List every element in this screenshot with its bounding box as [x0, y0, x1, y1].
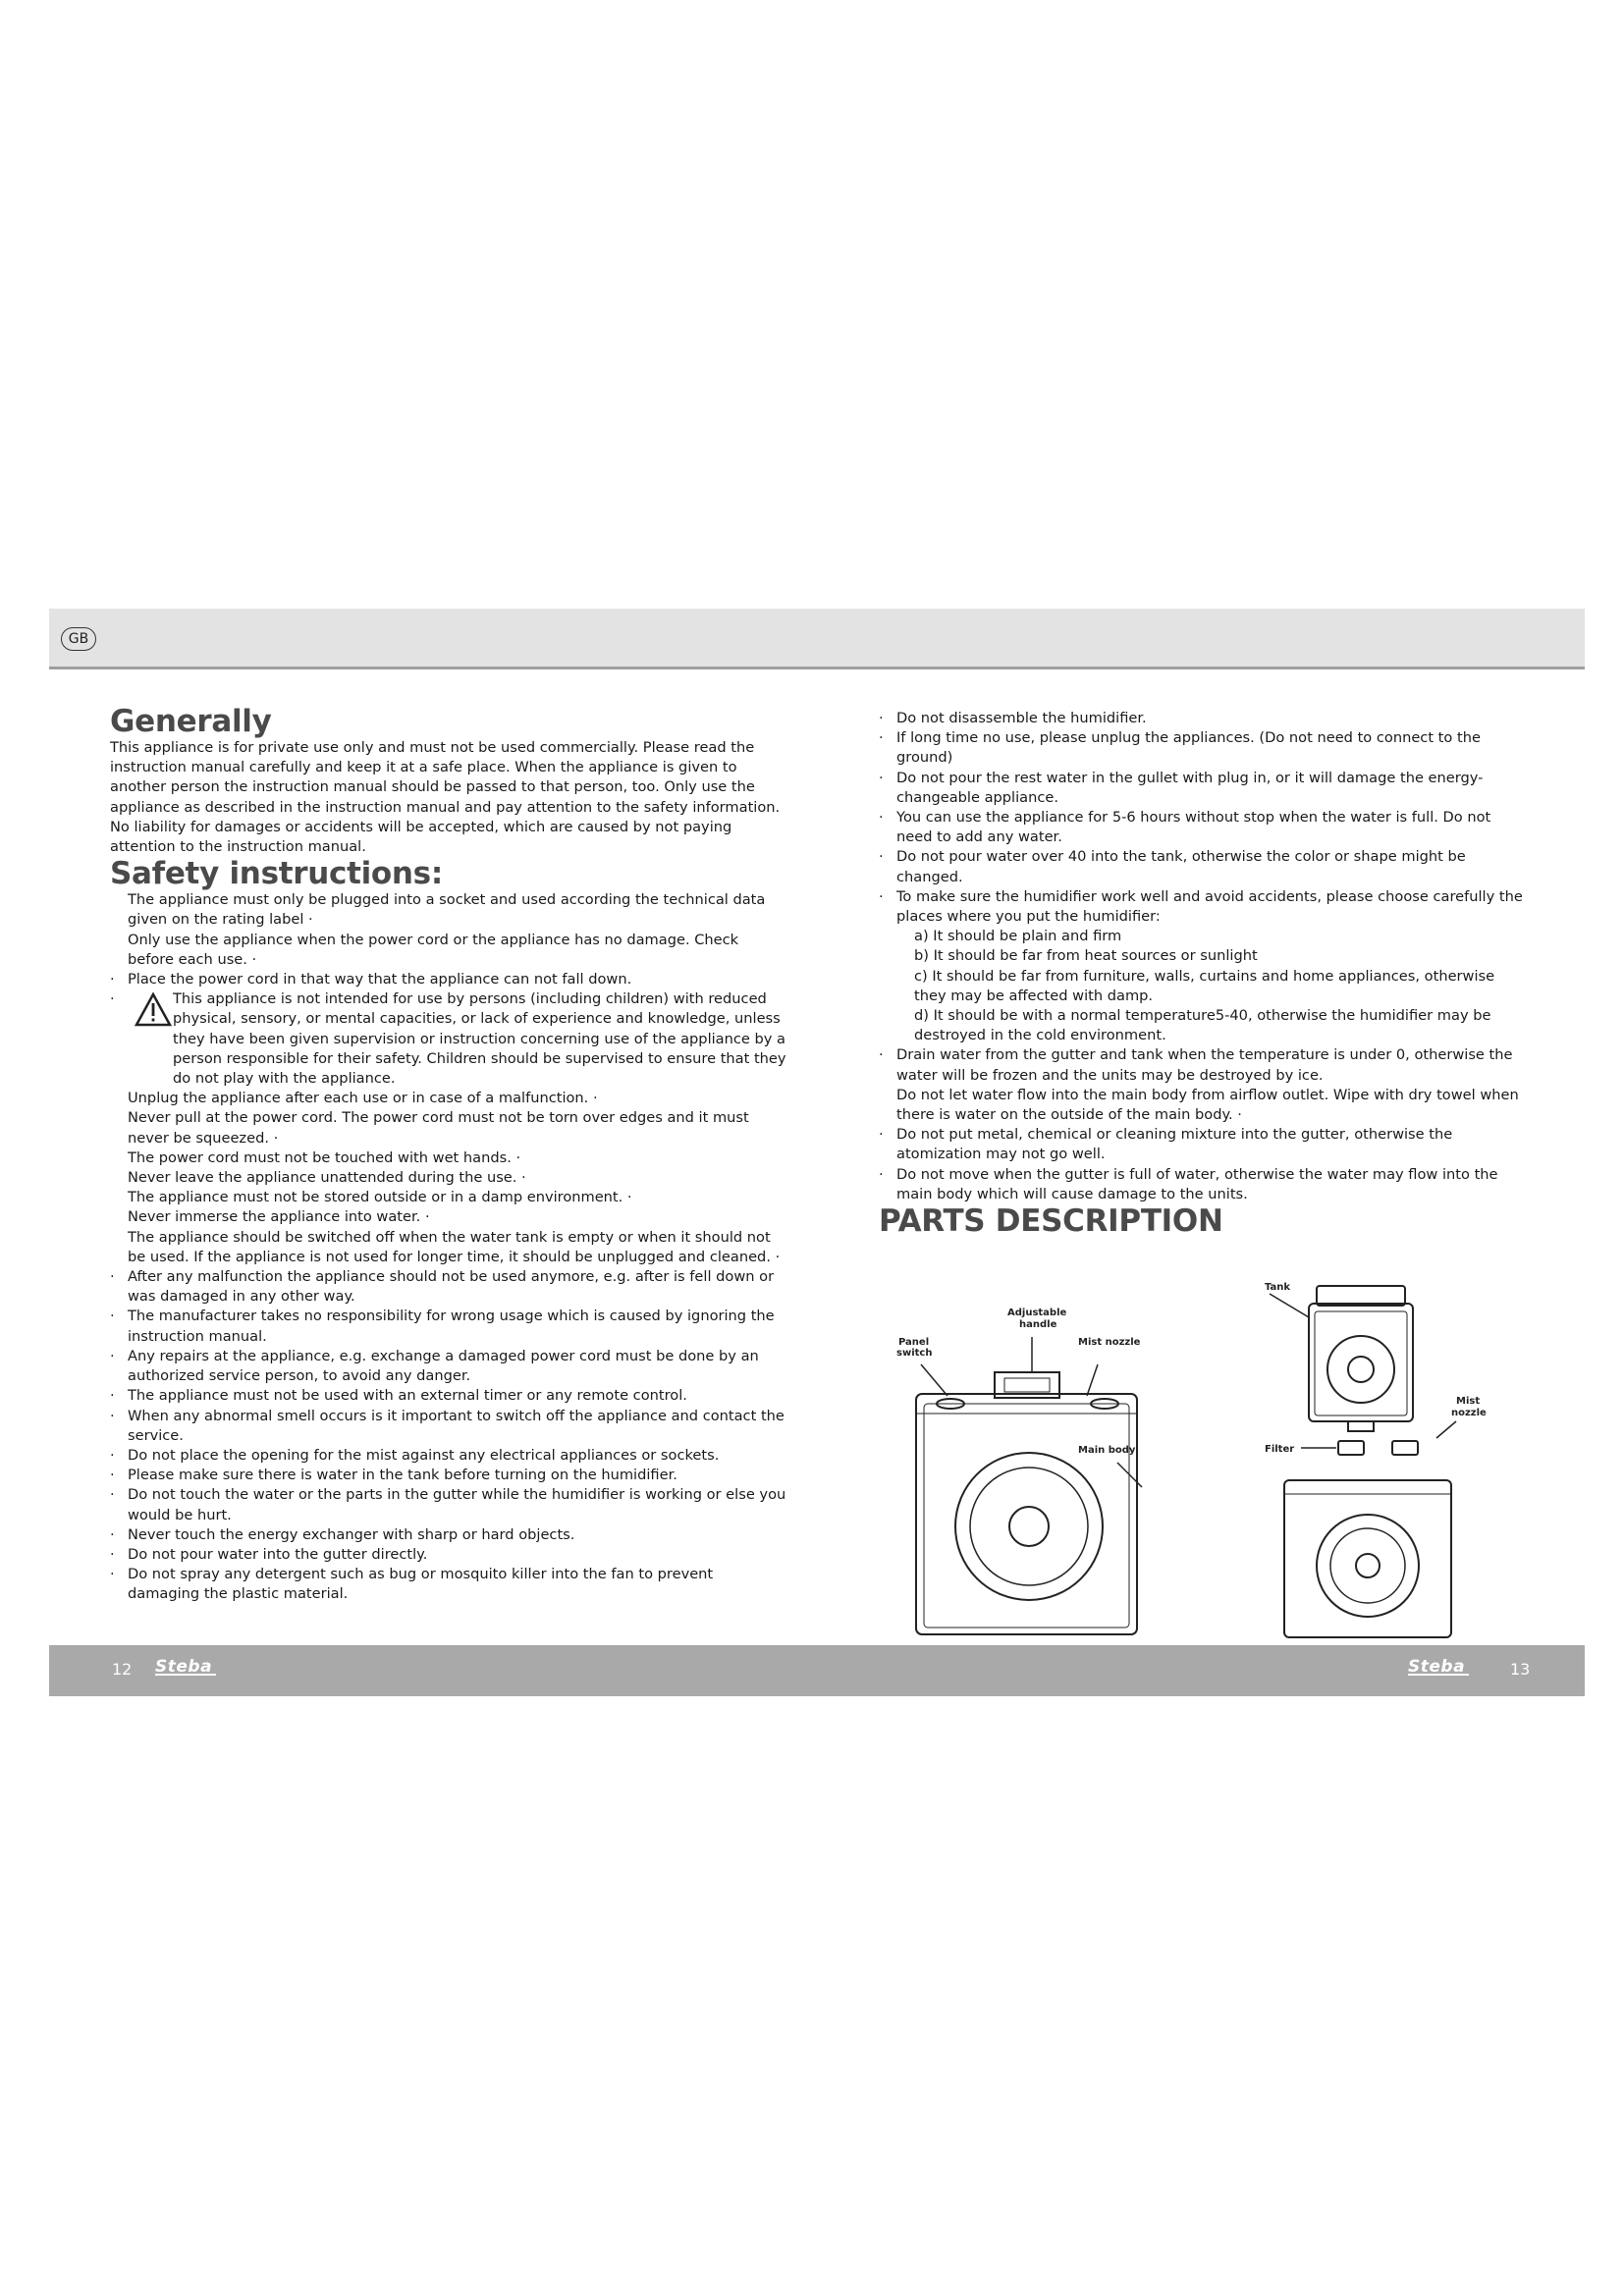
brand-logo-right: Steba	[1408, 1657, 1466, 1677]
label-main-body: Main body	[1078, 1445, 1136, 1456]
sub-item: b) It should be far from heat sources or sunlight	[914, 947, 1258, 965]
list-item: · Do not spray any detergent such as bug or mosquito killer into the fan to prevent damaging the plastic material.	[110, 1565, 787, 1604]
right-column	[879, 709, 1527, 1238]
sub-item: c) It should be far from furniture, walls, curtains and home appliances, otherwise they may be affected with damp.	[914, 967, 1495, 1004]
label-adjustable-handle-2: handle	[1019, 1319, 1057, 1330]
list-item: · Never touch the energy exchanger with sharp or hard objects.	[110, 1525, 787, 1545]
safety-list-continued	[879, 709, 1527, 1204]
list-item: · The manufacturer takes no responsibility for wrong usage which is caused by ignoring the instruction manual.	[110, 1307, 787, 1346]
list-item: Only use the appliance when the power cord or the appliance has no damage. Check before each use. ·	[110, 931, 787, 970]
label-panel-switch-2: switch	[896, 1348, 933, 1359]
label-mist-nozzle-right: Mist	[1456, 1396, 1481, 1407]
safety-list	[110, 890, 787, 1604]
top-header-bar	[49, 609, 1585, 669]
label-tank: Tank	[1265, 1282, 1291, 1293]
list-item: · Drain water from the gutter and tank when the temperature is under 0, otherwise the water will be frozen and the units may be destroyed by ice.	[879, 1045, 1527, 1085]
list-item: Do not let water flow into the main body from airflow outlet. Wipe with dry towel when there is water on the outside of the main body. ·	[879, 1086, 1527, 1125]
callout-lines	[921, 1337, 1142, 1487]
list-item: · Do not pour the rest water in the gullet with plug in, or it will damage the energy-changeable appliance.	[879, 769, 1527, 808]
warning-text: · This appliance is not intended for use by persons (including children) with reduced physical, sensory, or mental capacities, or lack of experience and knowledge, unless they have been given supervision or instruction concerning use of the appliance by a person responsible for their safety. Children should be supervised to ensure that they do not play with the appliance.	[173, 990, 786, 1088]
list-item: · Please make sure there is water in the tank before turning on the humidifier.	[110, 1466, 787, 1485]
list-item: Never immerse the appliance into water. ·	[110, 1207, 787, 1227]
footer-bar	[49, 1645, 1585, 1696]
language-badge: GB	[61, 627, 96, 651]
list-item: · The appliance must not be used with an external timer or any remote control.	[110, 1386, 787, 1406]
label-mist-nozzle: Mist nozzle	[1078, 1337, 1141, 1348]
sub-item: a) It should be plain and firm	[914, 928, 1122, 945]
list-item: The appliance must only be plugged into a socket and used according the technical data given on the rating label ·	[110, 890, 787, 930]
list-item: · After any malfunction the appliance should not be used anymore, e.g. after is fell down or was damaged in any other way.	[110, 1267, 787, 1307]
list-item: · Do not disassemble the humidifier.	[879, 709, 1527, 728]
safety-title: Safety instructions:	[110, 856, 443, 892]
list-item: Unplug the appliance after each use or in case of a malfunction. ·	[110, 1089, 787, 1108]
label-panel-switch: Panel	[898, 1337, 930, 1348]
label-adjustable-handle: Adjustable	[1007, 1308, 1067, 1318]
list-item: The power cord must not be touched with wet hands. ·	[110, 1148, 787, 1168]
left-page-number: 12	[112, 1660, 133, 1679]
list-item: · Do not place the opening for the mist against any electrical appliances or sockets.	[110, 1446, 787, 1466]
sub-item: d) It should be with a normal temperature5-40, otherwise the humidifier may be destroyed in the cold environment.	[914, 1007, 1491, 1044]
parts-diagram	[877, 1266, 1544, 1644]
warning-triangle-icon	[134, 991, 173, 1029]
list-item: The appliance must not be stored outside or in a damp environment. ·	[110, 1188, 787, 1207]
right-page-number: 13	[1510, 1660, 1531, 1679]
list-item: · Any repairs at the appliance, e.g. exchange a damaged power cord must be done by an authorized service person, to avoid any danger.	[110, 1347, 787, 1386]
list-item: · Do not put metal, chemical or cleaning mixture into the gutter, otherwise the atomization may not go well.	[879, 1125, 1527, 1164]
list-item: · To make sure the humidifier work well and avoid accidents, please choose carefully the places where you put the humidifier:	[879, 887, 1527, 927]
list-item: · Do not pour water over 40 into the tank, otherwise the color or shape might be changed.	[879, 847, 1527, 886]
warning-item	[110, 989, 787, 1089]
humidifier-exploded-view	[1284, 1286, 1451, 1637]
generally-title: Generally	[110, 704, 272, 739]
humidifier-front-view	[916, 1372, 1137, 1634]
list-item: · Do not pour water into the gutter directly.	[110, 1545, 787, 1565]
list-item: · You can use the appliance for 5-6 hours without stop when the water is full. Do not need to add any water.	[879, 808, 1527, 847]
list-item: Never pull at the power cord. The power cord must not be torn over edges and it must never be squeezed. ·	[110, 1108, 787, 1148]
list-item: · Do not move when the gutter is full of water, otherwise the water may flow into the main body which will cause damage to the units.	[879, 1165, 1527, 1204]
list-item: · When any abnormal smell occurs is it important to switch off the appliance and contact the service.	[110, 1407, 787, 1446]
list-item: · If long time no use, please unplug the appliances. (Do not need to connect to the ground)	[879, 728, 1527, 768]
left-column	[110, 705, 787, 1605]
exploded-callout-lines	[1270, 1294, 1456, 1448]
list-item: · Place the power cord in that way that the appliance can not fall down.	[110, 970, 787, 989]
label-mist-nozzle-right-2: nozzle	[1451, 1408, 1487, 1418]
brand-logo-left: Steba	[155, 1657, 213, 1677]
list-item: · Do not touch the water or the parts in the gutter while the humidifier is working or else you would be hurt.	[110, 1485, 787, 1524]
label-filter: Filter	[1265, 1444, 1295, 1455]
generally-text: This appliance is for private use only and must not be used commercially. Please read the instruction manual carefully and keep it at a safe place. When the appliance is given to another person the instruction manual should be passed to that person, too. Only use the appliance as described in the instruction manual and pay attention to the safety information. No liability for damages or accidents will be accepted, which are caused by not paying attention to the instruction manual.	[110, 739, 781, 856]
list-item: The appliance should be switched off when the water tank is empty or when it should not be used. If the appliance is not used for longer time, it should be unplugged and cleaned. ·	[110, 1228, 787, 1267]
list-item: Never leave the appliance unattended during the use. ·	[110, 1168, 787, 1188]
parts-description-title: PARTS DESCRIPTION	[879, 1203, 1223, 1240]
